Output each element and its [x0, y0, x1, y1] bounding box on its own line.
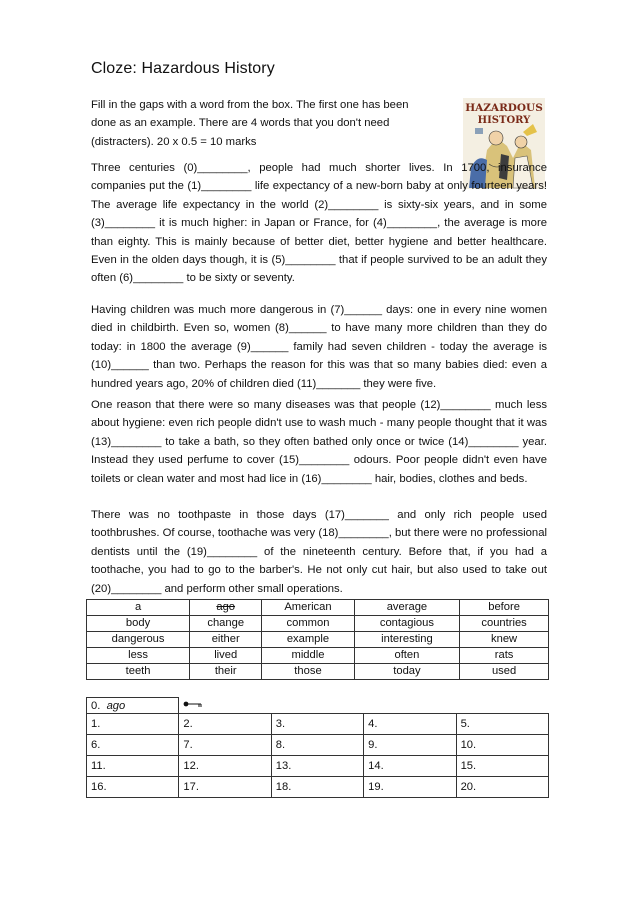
word-box-cell: example [262, 632, 354, 648]
answer-key-cell [179, 698, 271, 714]
cover-title-line1: HAZARDOUS [465, 102, 543, 114]
word-box-cell: common [262, 616, 354, 632]
word-box-cell: used [460, 664, 549, 680]
word-box-row [87, 600, 549, 616]
answer-example-number: 0. [91, 699, 101, 712]
answer-row [87, 777, 549, 798]
word-box-cell: often [354, 648, 460, 664]
word-box-cell: change [190, 616, 262, 632]
answer-cell[interactable]: 18. [271, 777, 363, 798]
word-box-cell: contagious [354, 616, 460, 632]
cover-title-line2: HISTORY [477, 115, 531, 126]
word-box-cell: less [87, 648, 190, 664]
word-box-cell: before [460, 600, 549, 616]
word-box-cell: body [87, 616, 190, 632]
word-box-cell: rats [460, 648, 549, 664]
word-box-cell: countries [460, 616, 549, 632]
answer-row [87, 714, 549, 735]
word-box-cell: lived [190, 648, 262, 664]
answer-cell[interactable]: 3. [271, 714, 363, 735]
word-box-row [87, 616, 549, 632]
word-box-cell: dangerous [87, 632, 190, 648]
word-box-cell: those [262, 664, 354, 680]
word-box-cell: their [190, 664, 262, 680]
answer-cell[interactable]: 13. [271, 756, 363, 777]
paragraph-2: Having children was much more dangerous in (7)______ days: one in every nine women died in childbirth. Even so, women (8)______ to have many more children than they do today: in 1800 the average (9)______ family had seven children - today the average is (10)______ than two. Perhaps the reason for this was that so many babies died: even a hundred years ago, 20% of children died (11)_______ they were five. [91, 304, 547, 390]
answer-cell[interactable]: 10. [456, 735, 548, 756]
word-box-cell: teeth [87, 664, 190, 680]
empty-cell [271, 698, 363, 714]
paragraph-1: Three centuries (0)________, people had much shorter lives. In 1700, insurance companies put the (1)________ life expectancy of a new-born baby at only fourteen years! The average life expectancy in the world (2)________ is sixty-six years, and in some (3)________ it is much higher: in Japan or France, for (4)________, the average is more than eighty. This is mainly because of better diet, better hygiene and better healthcare. Even in the olden days though, it is (5)________ that if people survived to be an adult they often (6)________ to be sixty or seventy. [91, 162, 547, 285]
answer-cell[interactable]: 9. [364, 735, 456, 756]
word-box-cell: American [262, 600, 354, 616]
answer-cell[interactable]: 17. [179, 777, 271, 798]
answer-cell[interactable]: 6. [87, 735, 179, 756]
instructions: Fill in the gaps with a word from the box. The first one has been done as an example. There are 4 words that you don't need (distracters). 20 x 0.5 = 10 marks [91, 99, 409, 148]
answer-cell[interactable]: 8. [271, 735, 363, 756]
paragraph-4: There was no toothpaste in those days (17)_______ and only rich people used toothbrushes. Of course, toothache was very (18)________, but there were no professional dentists until the (19)________ of the nineteenth century. Before that, if you had a toothache, you had to go to the barber's. He not only cut hair, but also used to take out (20)________ and perform other small operations. [91, 509, 547, 595]
answer-row [87, 756, 549, 777]
word-box-cell: middle [262, 648, 354, 664]
word-box-cell: today [354, 664, 460, 680]
answer-cell[interactable]: 11. [87, 756, 179, 777]
word-box-row [87, 664, 549, 680]
word-box-table [86, 599, 549, 680]
answer-row [87, 735, 549, 756]
empty-cell [364, 698, 456, 714]
answer-cell[interactable]: 1. [87, 714, 179, 735]
word-box-cell-struck: ago [190, 600, 262, 616]
answer-cell[interactable]: 14. [364, 756, 456, 777]
empty-cell [456, 698, 548, 714]
word-box-cell: a [87, 600, 190, 616]
answer-cell[interactable]: 20. [456, 777, 548, 798]
answer-example-word: ago [106, 699, 126, 712]
answer-cell[interactable]: 5. [456, 714, 548, 735]
word-box-cell: either [190, 632, 262, 648]
answer-example-cell [87, 698, 179, 714]
answer-example-row [87, 698, 549, 714]
paragraph-3: One reason that there were so many diseases was that people (12)________ much less about hygiene: even rich people didn't use to wash much - many people thought that it was (13)________ to take a bath, so they often bathed only once or twice (14)________ year. Instead they used perfume to cover (15)________ odours. Poor people didn't even have toilets or clean water and most had lice in (16)________ hair, bodies, clothes and beds. [91, 399, 547, 485]
word-box-cell: average [354, 600, 460, 616]
answer-cell[interactable]: 15. [456, 756, 548, 777]
answer-table [86, 697, 549, 798]
answer-cell[interactable]: 16. [87, 777, 179, 798]
answer-cell[interactable]: 12. [179, 756, 271, 777]
page-title: Cloze: Hazardous History [91, 60, 275, 77]
answer-cell[interactable]: 4. [364, 714, 456, 735]
key-icon [183, 700, 203, 708]
word-box-row [87, 648, 549, 664]
word-box-cell: knew [460, 632, 549, 648]
answer-cell[interactable]: 19. [364, 777, 456, 798]
word-box-cell: interesting [354, 632, 460, 648]
answer-cell[interactable]: 7. [179, 735, 271, 756]
word-box-row [87, 632, 549, 648]
answer-cell[interactable]: 2. [179, 714, 271, 735]
